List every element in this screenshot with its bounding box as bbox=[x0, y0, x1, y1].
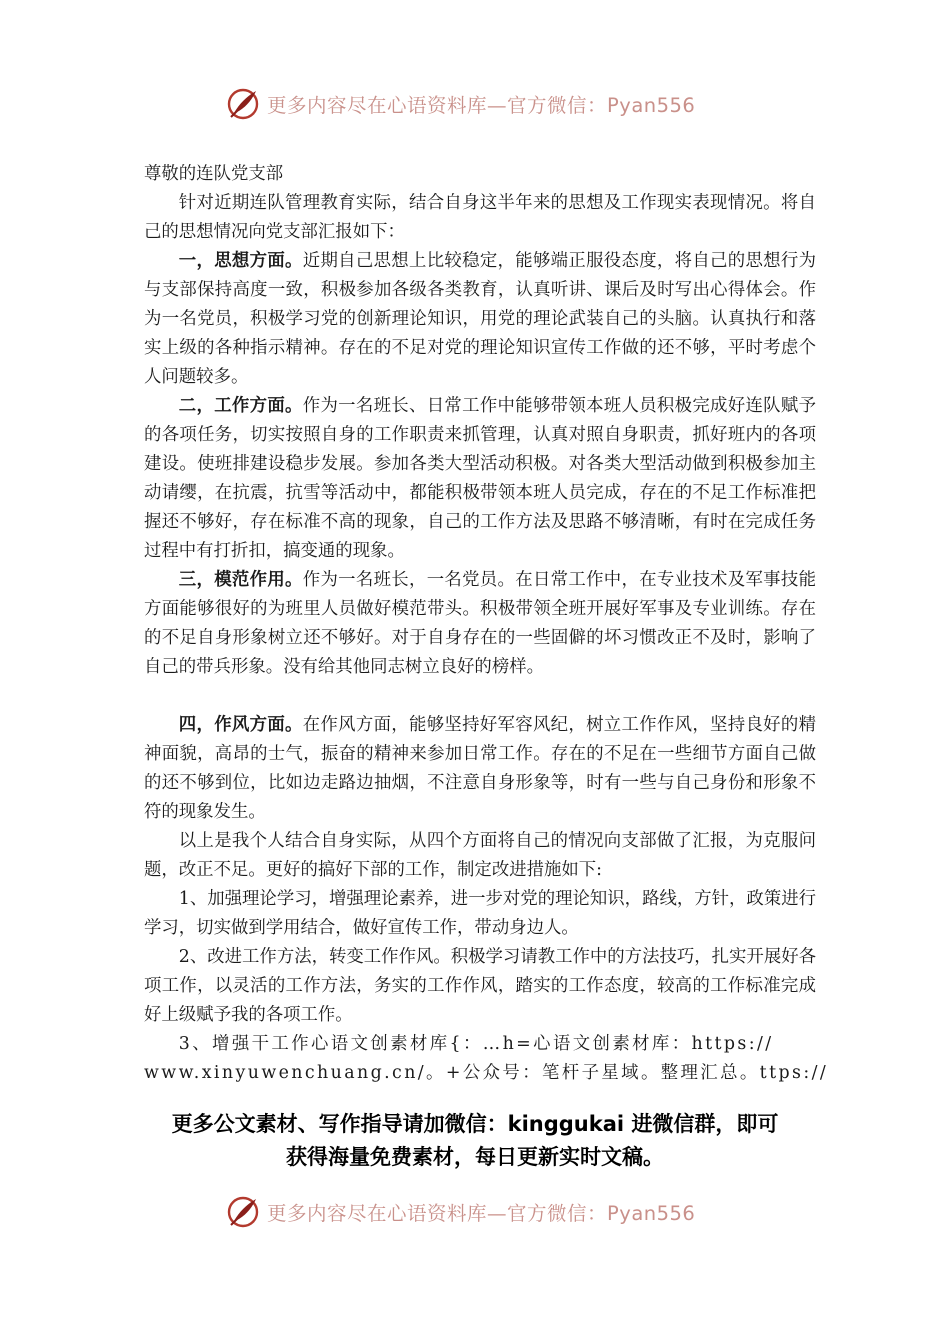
section-thought: 一，思想方面。近期自己思想上比较稳定，能够端正服役态度，将自己的思想行为与支部保持高度一致，积极参加各级各类教育，认真听讲、课后及时写出心得体会。作为一名党员，积极学习党的创新理论知识，用党的理论武装自己的头脑。认真执行和落实上级的各种指示精神。存在的不足对党的理论知识宣传工作做的还不够，平时考虑个人问题较多。 bbox=[144, 251, 816, 387]
feather-pen-logo-icon bbox=[225, 86, 261, 122]
salutation: 尊敬的连队党支部 bbox=[144, 164, 284, 184]
promo-notice bbox=[110, 1108, 840, 1174]
banner-text: 更多内容尽在心语资料库—官方微信：Pyan556 bbox=[267, 94, 696, 117]
measure-item-continued: www.xinyuwenchuang.cn/。+公众号：笔杆子星域。整理汇总。ttps:// bbox=[144, 1063, 829, 1083]
section-style: 四，作风方面。在作风方面，能够坚持好军容风纪，树立工作作风，坚持良好的精神面貌，高昂的士气，振奋的精神来参加日常工作。存在的不足在一些细节方面自己做的还不够到位，比如边走路边抽烟，不注意自身形象等，时有一些与自己身份和形象不符的现象发生。 bbox=[144, 715, 816, 822]
promo-line: 更多公文素材、写作指导请加微信：kinggukai 进微信群，即可 bbox=[171, 1112, 779, 1136]
section-heading: 一，思想方面。 bbox=[178, 251, 303, 271]
banner-text: 更多内容尽在心语资料库—官方微信：Pyan556 bbox=[267, 1202, 696, 1225]
wechat-id: Pyan556 bbox=[607, 1202, 696, 1225]
measure-item: 1、加强理论学习，增强理论素养，进一步对党的理论知识，路线，方针，政策进行学习，切实做到学用结合，做好宣传工作，带动身边人。 bbox=[144, 889, 816, 938]
footer-banner bbox=[225, 1192, 695, 1232]
promo-line: 获得海量免费素材，每日更新实时文稿。 bbox=[286, 1145, 664, 1169]
section-heading: 二，工作方面。 bbox=[178, 396, 303, 416]
measure-item: 2、改进工作方法，转变工作作风。积极学习请教工作中的方法技巧，扎实开展好各项工作，以灵活的工作方法，务实的工作作风，踏实的工作态度，较高的工作标准完成好上级赋予我的各项工作。 bbox=[144, 947, 816, 1025]
measure-item: 3、增强干工作心语文创素材库{：…h=心语文创素材库：https:// bbox=[178, 1034, 774, 1054]
section-work: 二，工作方面。作为一名班长、日常工作中能够带领本班人员积极完成好连队赋予的各项任务，切实按照自身的工作职责来抓管理，认真对照自身职责，抓好班内的各项建设。使班排建设稳步发展。参加各类大型活动积极。对各类大型活动做到积极参加主动请缨，在抗震，抗雪等活动中，都能积极带领本班人员完成，存在的不足工作标准把握还不够好，存在标准不高的现象，自己的工作方法及思路不够清晰，有时在完成任务过程中有打折扣，搞变通的现象。 bbox=[144, 396, 816, 561]
intro-paragraph: 针对近期连队管理教育实际，结合自身这半年来的思想及工作现实表现情况。将自己的思想情况向党支部汇报如下： bbox=[144, 193, 816, 242]
section-heading: 四，作风方面。 bbox=[178, 715, 303, 735]
header-banner bbox=[225, 84, 695, 124]
feather-pen-logo-icon bbox=[225, 1194, 261, 1230]
report-body bbox=[144, 160, 829, 1088]
summary-paragraph: 以上是我个人结合自身实际，从四个方面将自己的情况向支部做了汇报，为克服问题，改正不足。更好的搞好下部的工作，制定改进措施如下: bbox=[144, 831, 816, 880]
section-heading: 三，模范作用。 bbox=[178, 570, 303, 590]
section-model: 三，模范作用。作为一名班长，一名党员。在日常工作中，在专业技术及军事技能方面能够很好的为班里人员做好模范带头。积极带领全班开展好军事及专业训练。存在的不足自身形象树立还不够好。对于自身存在的一些固僻的坏习惯改正不及时，影响了自己的带兵形象。没有给其他同志树立良好的榜样。 bbox=[144, 570, 816, 677]
wechat-id: Pyan556 bbox=[607, 94, 696, 117]
